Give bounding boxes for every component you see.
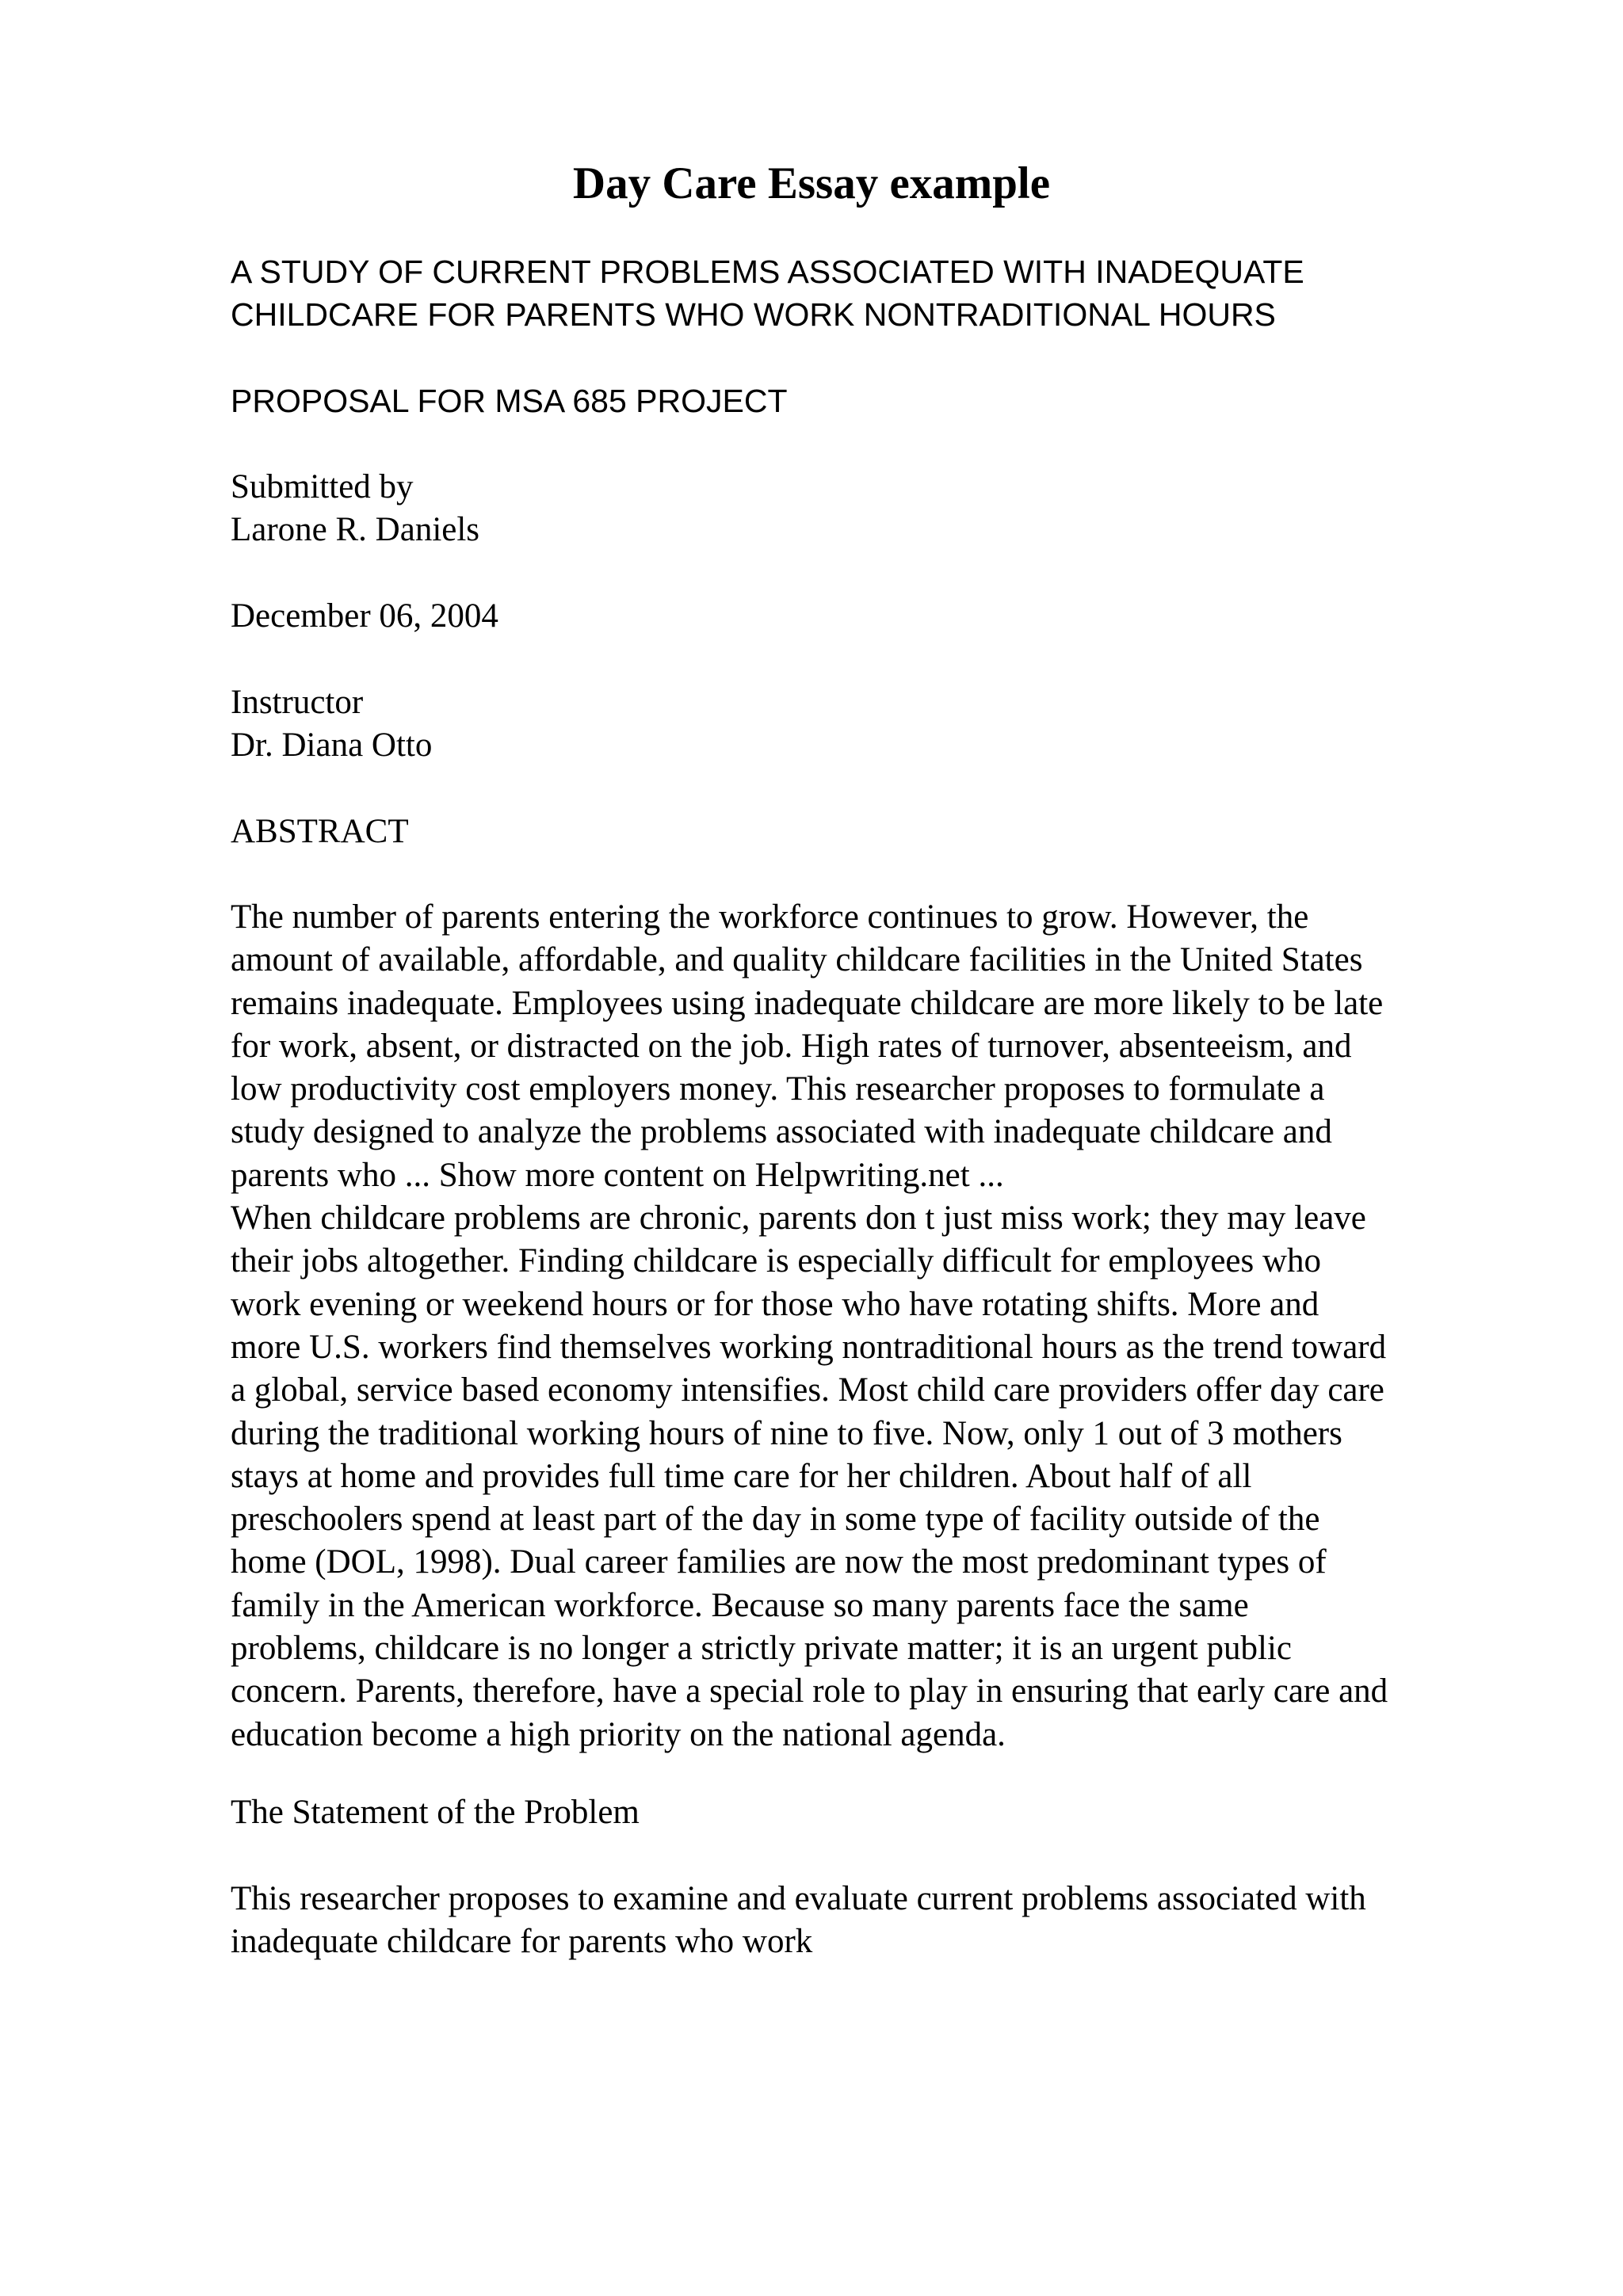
abstract-line: family in the American workforce. Because so many parents face the same: [231, 1586, 1249, 1624]
instructor-name: Dr. Diana Otto: [231, 727, 433, 765]
problem-body: [231, 1878, 1530, 1964]
abstract-line: parents who ... Show more content on Helpwriting.net ...: [231, 1156, 1004, 1194]
abstract-heading-block: [231, 810, 1530, 853]
abstract-line: stays at home and provides full time care for her children. About half of all: [231, 1457, 1252, 1495]
author-name: Larone R. Daniels: [231, 511, 480, 549]
instructor-label: Instructor: [231, 684, 364, 721]
abstract-line: When childcare problems are chronic, parents don t just miss work; they may leave: [231, 1199, 1366, 1238]
study-title-line: CHILDCARE FOR PARENTS WHO WORK NONTRADITIONAL HOURS: [231, 296, 1276, 334]
abstract-line: education become a high priority on the national agenda.: [231, 1715, 1006, 1753]
abstract-line: for work, absent, or distracted on the job. High rates of turnover, absenteeism, and: [231, 1027, 1352, 1065]
abstract-line: low productivity cost employers money. This researcher proposes to formulate a: [231, 1070, 1325, 1108]
abstract-line: more U.S. workers find themselves working nontraditional hours as the trend toward: [231, 1328, 1387, 1366]
abstract-body: [231, 896, 1530, 1756]
abstract-line: remains inadequate. Employees using inadequate childcare are more likely to be late: [231, 984, 1384, 1022]
abstract-heading: ABSTRACT: [231, 813, 409, 850]
abstract-line: home (DOL, 1998). Dual career families are now the most predominant types of: [231, 1543, 1327, 1581]
study-title: [231, 250, 1530, 337]
abstract-line: concern. Parents, therefore, have a special role to play in ensuring that early care and: [231, 1672, 1388, 1711]
problem-line: This researcher proposes to examine and evaluate current problems associated with: [231, 1880, 1366, 1917]
abstract-line: The number of parents entering the workforce continues to grow. However, the: [231, 898, 1309, 936]
problem-heading: The Statement of the Problem: [231, 1794, 640, 1831]
problem-line: inadequate childcare for parents who work: [231, 1923, 813, 1961]
document-title: Day Care Essay example: [572, 158, 1051, 208]
abstract-line: a global, service based economy intensifies. Most child care providers offer day care: [231, 1371, 1384, 1409]
proposal-text: PROPOSAL FOR MSA 685 PROJECT: [231, 383, 788, 419]
abstract-line: problems, childcare is no longer a strictly private matter; it is an urgent public: [231, 1630, 1293, 1668]
problem-heading-block: [231, 1791, 1530, 1834]
abstract-line: study designed to analyze the problems associated with inadequate childcare and: [231, 1113, 1332, 1151]
submitted-by-label: Submitted by: [231, 468, 414, 505]
abstract-line: preschoolers spend at least part of the day in some type of facility outside of the: [231, 1501, 1320, 1539]
submission-date: December 06, 2004: [231, 597, 498, 635]
date-block: [231, 595, 1530, 638]
abstract-line: amount of available, affordable, and quality childcare facilities in the United States: [231, 941, 1363, 979]
submitted-by-block: [231, 466, 1530, 552]
instructor-block: [231, 681, 1530, 768]
study-title-line: A STUDY OF CURRENT PROBLEMS ASSOCIATED WITH INADEQUATE: [231, 254, 1304, 290]
abstract-line: their jobs altogether. Finding childcare is especially difficult for employees who: [231, 1242, 1322, 1280]
abstract-line: work evening or weekend hours or for those who have rotating shifts. More and: [231, 1285, 1319, 1323]
proposal-line: [231, 379, 1530, 422]
abstract-line: during the traditional working hours of nine to five. Now, only 1 out of 3 mothers: [231, 1414, 1342, 1452]
